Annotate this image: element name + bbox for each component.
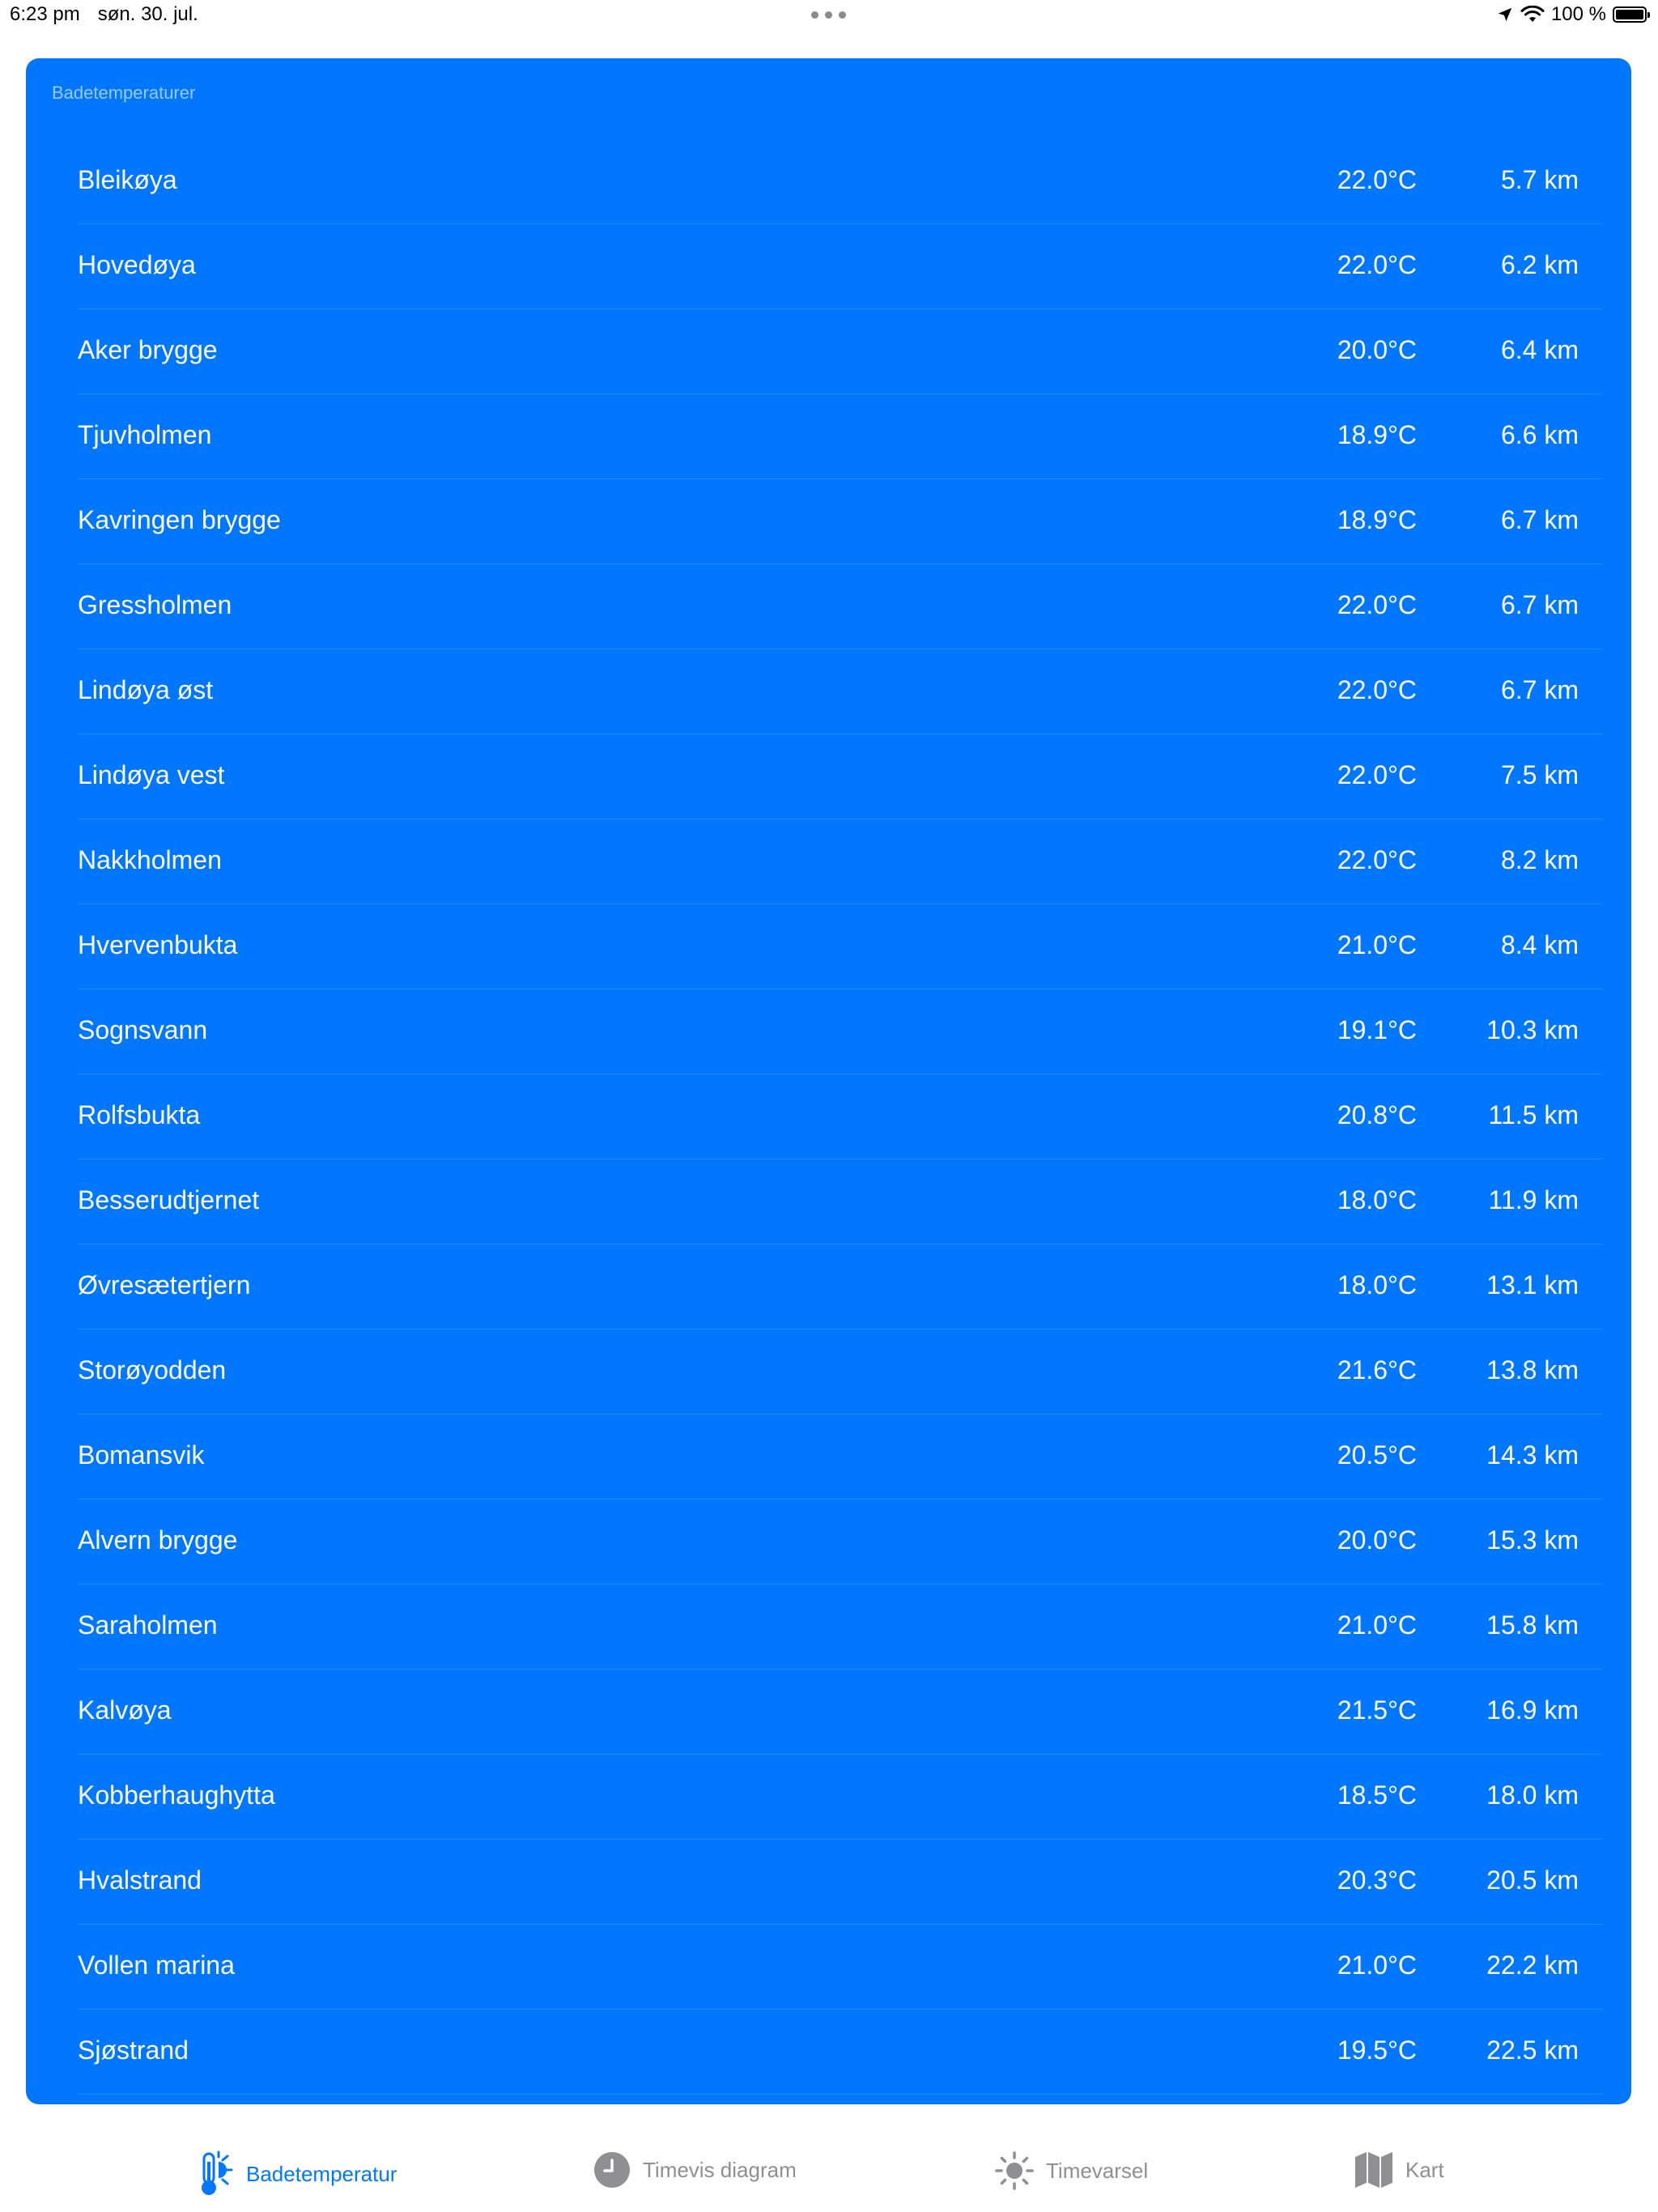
distance: 10.3 km bbox=[1486, 1015, 1579, 1044]
location-name: Aker brygge bbox=[78, 335, 218, 364]
list-item[interactable] bbox=[78, 394, 1603, 479]
water-temperature: 20.0°C bbox=[1337, 1525, 1417, 1555]
list-item[interactable] bbox=[78, 479, 1603, 564]
battery-icon bbox=[1613, 6, 1647, 23]
water-temperature: 18.0°C bbox=[1337, 1270, 1417, 1300]
water-temperature: 19.1°C bbox=[1337, 1015, 1417, 1044]
location-name: Tjuvholmen bbox=[78, 420, 212, 449]
battery-percent: 100 % bbox=[1550, 3, 1606, 25]
water-temperature: 18.9°C bbox=[1337, 505, 1417, 534]
water-temperature: 20.5°C bbox=[1337, 1440, 1417, 1470]
thermometer-sun-icon bbox=[199, 2150, 235, 2197]
water-temperature: 21.0°C bbox=[1337, 1950, 1417, 1980]
location-list bbox=[78, 139, 1603, 2095]
list-item[interactable] bbox=[78, 989, 1603, 1074]
location-name: Hvalstrand bbox=[78, 1865, 202, 1895]
bathing-temperatures-card bbox=[26, 58, 1631, 2104]
status-time: 6:23 pm bbox=[10, 3, 80, 25]
wifi-icon bbox=[1520, 6, 1545, 23]
tab-label: Kart bbox=[1405, 2157, 1444, 2182]
distance: 15.3 km bbox=[1486, 1525, 1579, 1555]
map-icon bbox=[1354, 2150, 1394, 2189]
distance: 22.2 km bbox=[1486, 1950, 1579, 1980]
list-item[interactable] bbox=[78, 1414, 1603, 1499]
distance: 6.4 km bbox=[1500, 335, 1579, 364]
list-item[interactable] bbox=[78, 1159, 1603, 1244]
distance: 14.3 km bbox=[1486, 1440, 1579, 1470]
location-name: Lindøya vest bbox=[78, 760, 225, 789]
water-temperature: 18.9°C bbox=[1337, 420, 1417, 449]
location-name: Vollen marina bbox=[78, 1950, 235, 1980]
location-name: Rolfsbukta bbox=[78, 1100, 201, 1129]
list-item[interactable] bbox=[78, 309, 1603, 394]
list-item[interactable] bbox=[78, 1329, 1603, 1414]
distance: 11.9 km bbox=[1488, 1185, 1579, 1214]
water-temperature: 22.0°C bbox=[1337, 590, 1417, 619]
distance: 22.5 km bbox=[1486, 2035, 1579, 2065]
water-temperature: 21.0°C bbox=[1337, 1610, 1417, 1640]
location-name: Sognsvann bbox=[78, 1015, 208, 1044]
distance: 7.5 km bbox=[1500, 760, 1579, 789]
list-item[interactable] bbox=[78, 1244, 1603, 1329]
water-temperature: 18.5°C bbox=[1337, 1780, 1417, 1810]
list-item[interactable] bbox=[78, 2010, 1603, 2095]
distance: 20.5 km bbox=[1486, 1865, 1579, 1895]
location-name: Lindøya øst bbox=[78, 675, 214, 704]
distance: 15.8 km bbox=[1486, 1610, 1579, 1640]
list-item[interactable] bbox=[78, 1755, 1603, 1840]
water-temperature: 19.5°C bbox=[1337, 2035, 1417, 2065]
water-temperature: 18.0°C bbox=[1337, 1185, 1417, 1214]
distance: 8.2 km bbox=[1500, 845, 1579, 874]
tab-timevis-diagram[interactable] bbox=[593, 2150, 797, 2189]
list-item[interactable] bbox=[78, 224, 1603, 309]
tab-timevarsel[interactable] bbox=[994, 2150, 1148, 2191]
location-name: Saraholmen bbox=[78, 1610, 218, 1640]
water-temperature: 20.8°C bbox=[1337, 1100, 1417, 1129]
location-name: Sjøstrand bbox=[78, 2035, 189, 2065]
distance: 16.9 km bbox=[1486, 1695, 1579, 1725]
list-item[interactable] bbox=[78, 1670, 1603, 1755]
location-name: Nakkholmen bbox=[78, 845, 222, 874]
card-header: Badetemperaturer bbox=[52, 83, 196, 103]
location-name: Gressholmen bbox=[78, 590, 232, 619]
status-left bbox=[10, 3, 198, 26]
list-item[interactable] bbox=[78, 1074, 1603, 1159]
location-name: Kalvøya bbox=[78, 1695, 172, 1725]
distance: 18.0 km bbox=[1486, 1780, 1579, 1810]
multitasking-dots-icon[interactable] bbox=[811, 11, 846, 19]
distance: 11.5 km bbox=[1488, 1100, 1579, 1129]
distance: 6.2 km bbox=[1500, 250, 1579, 279]
distance: 6.7 km bbox=[1500, 675, 1579, 704]
status-bar bbox=[0, 0, 1658, 32]
list-item[interactable] bbox=[78, 564, 1603, 649]
location-name: Kavringen brygge bbox=[78, 505, 281, 534]
list-item[interactable] bbox=[78, 1499, 1603, 1585]
water-temperature: 21.5°C bbox=[1337, 1695, 1417, 1725]
water-temperature: 22.0°C bbox=[1337, 165, 1417, 194]
list-item[interactable] bbox=[78, 1925, 1603, 2010]
list-item[interactable] bbox=[78, 819, 1603, 904]
distance: 6.6 km bbox=[1500, 420, 1579, 449]
location-name: Storøyodden bbox=[78, 1355, 227, 1385]
water-temperature: 22.0°C bbox=[1337, 250, 1417, 279]
sun-icon bbox=[994, 2150, 1035, 2191]
tab-label: Timevarsel bbox=[1046, 2158, 1149, 2183]
distance: 8.4 km bbox=[1500, 930, 1579, 959]
status-right bbox=[1496, 3, 1647, 26]
water-temperature: 21.0°C bbox=[1337, 930, 1417, 959]
distance: 6.7 km bbox=[1500, 505, 1579, 534]
location-name: Hvervenbukta bbox=[78, 930, 238, 959]
location-name: Alvern brygge bbox=[78, 1525, 238, 1555]
location-name: Kobberhaughytta bbox=[78, 1780, 275, 1810]
distance: 13.1 km bbox=[1486, 1270, 1579, 1300]
list-item[interactable] bbox=[78, 1840, 1603, 1925]
location-name: Hovedøya bbox=[78, 250, 196, 279]
location-arrow-icon bbox=[1496, 6, 1514, 23]
water-temperature: 21.6°C bbox=[1337, 1355, 1417, 1385]
list-item[interactable] bbox=[78, 1585, 1603, 1670]
list-item[interactable] bbox=[78, 904, 1603, 989]
location-name: Besserudtjernet bbox=[78, 1185, 260, 1214]
water-temperature: 20.0°C bbox=[1337, 335, 1417, 364]
distance: 13.8 km bbox=[1486, 1355, 1579, 1385]
distance: 6.7 km bbox=[1500, 590, 1579, 619]
list-item[interactable] bbox=[78, 649, 1603, 734]
location-name: Bomansvik bbox=[78, 1440, 205, 1470]
location-name: Bleikøya bbox=[78, 165, 177, 194]
tab-kart[interactable] bbox=[1354, 2150, 1444, 2189]
water-temperature: 22.0°C bbox=[1337, 675, 1417, 704]
tab-badetemperatur[interactable] bbox=[199, 2150, 397, 2197]
list-item[interactable] bbox=[78, 734, 1603, 819]
status-date: søn. 30. jul. bbox=[97, 3, 198, 25]
location-name: Øvresætertjern bbox=[78, 1270, 251, 1300]
distance: 5.7 km bbox=[1500, 165, 1579, 194]
water-temperature: 22.0°C bbox=[1337, 845, 1417, 874]
water-temperature: 22.0°C bbox=[1337, 760, 1417, 789]
list-item[interactable] bbox=[78, 139, 1603, 224]
tab-label: Badetemperatur bbox=[246, 2161, 397, 2186]
tab-bar bbox=[0, 2121, 1658, 2212]
clock-icon bbox=[593, 2150, 631, 2189]
water-temperature: 20.3°C bbox=[1337, 1865, 1417, 1895]
tab-label: Timevis diagram bbox=[643, 2157, 797, 2182]
